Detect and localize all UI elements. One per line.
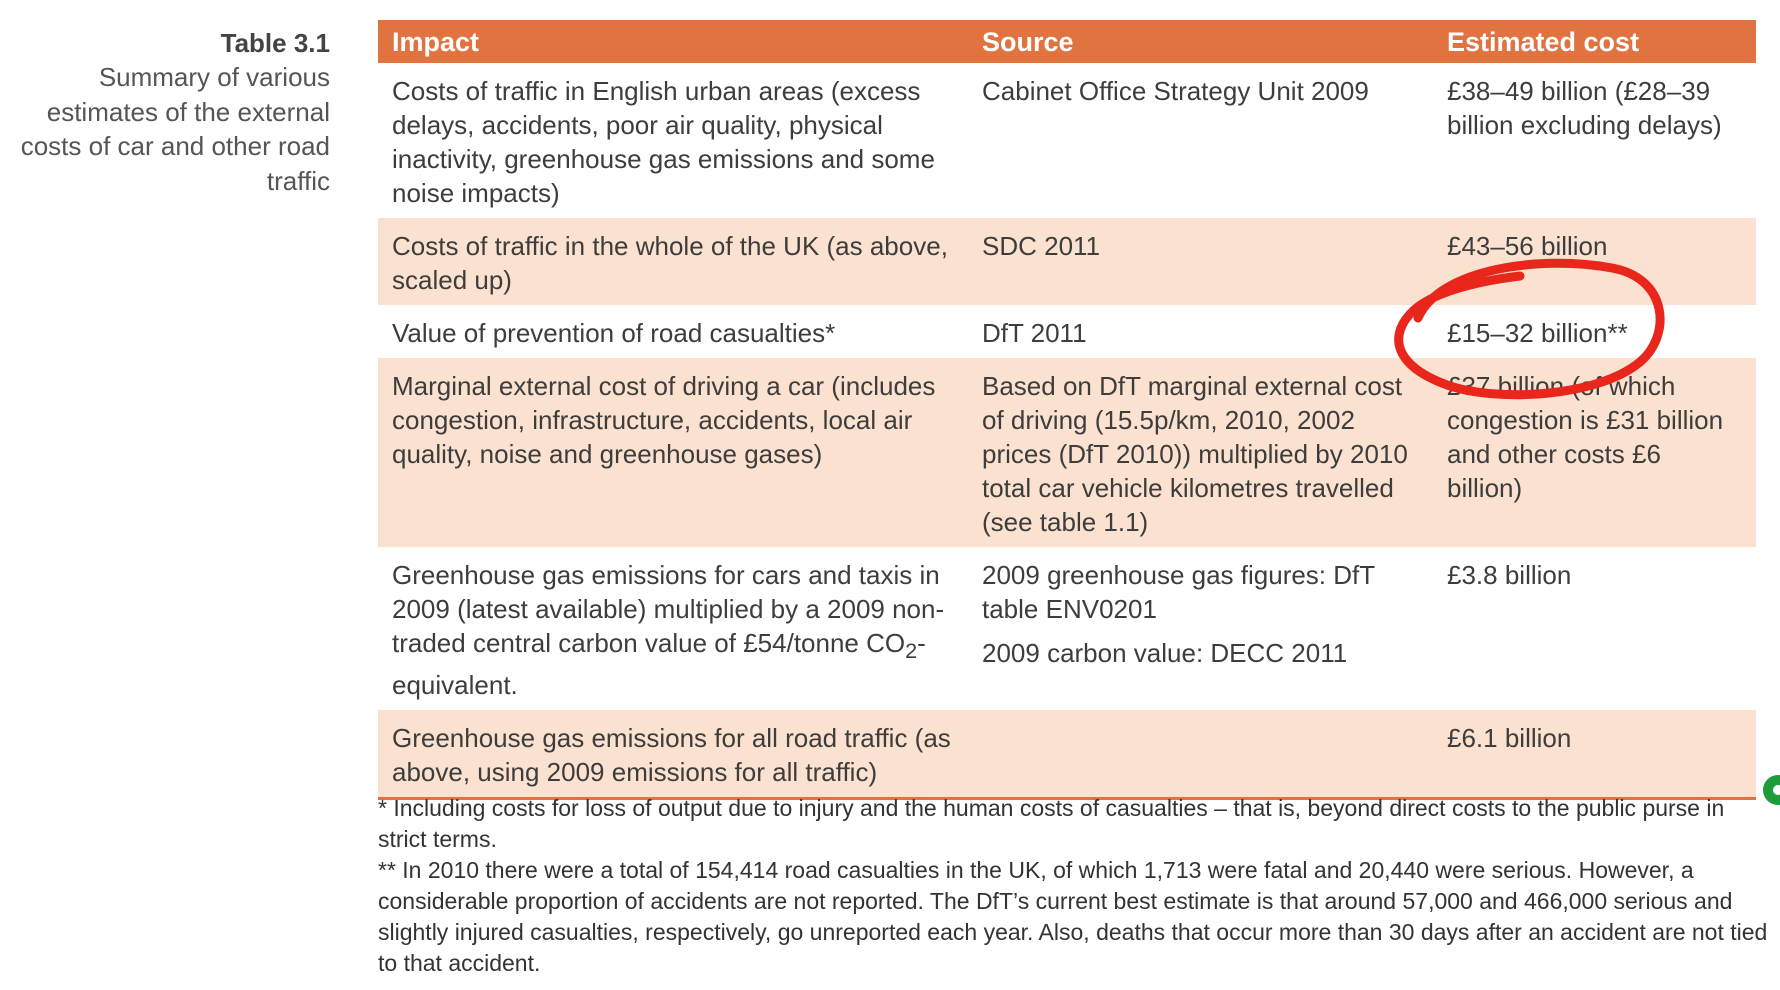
cost-cell: £37 billion (of which congestion is £31 billion and other costs £6 billion) xyxy=(1433,358,1756,547)
table-row xyxy=(378,358,1756,547)
source-cell xyxy=(968,710,1433,799)
table-header-row xyxy=(378,20,1756,63)
impact-cell: Marginal external cost of driving a car (includes congestion, infrastructure, accidents, local air quality, noise and greenhouse gases) xyxy=(378,358,968,547)
cost-cell-highlighted: £15–32 billion** xyxy=(1447,318,1628,348)
table-row xyxy=(378,547,1756,710)
footnotes xyxy=(378,793,1768,979)
impact-text: Greenhouse gas emissions for cars and taxis in 2009 (latest available) multiplied by a 2009 non-traded central carbon value of £54/tonne CO xyxy=(392,560,945,658)
table-caption-text: Summary of various estimates of the external costs of car and other road traffic xyxy=(20,62,330,196)
subscript-text: 2 xyxy=(905,638,918,664)
source-cell xyxy=(968,63,1433,218)
footnote-1: * Including costs for loss of output due to injury and the human costs of casualties – that is, beyond direct costs to the public purse in strict terms. xyxy=(378,795,1725,852)
source-line: 2009 greenhouse gas figures: DfT table ENV0201 xyxy=(982,560,1375,624)
footnote-2: ** In 2010 there were a total of 154,414 road casualties in the UK, of which 1,713 were fatal and 20,440 were serious. However, a considerable proportion of accidents are not reported. The DfT’s current best estimate is that around 57,000 and 466,000 serious and slightly injured casualties, respectively, go unreported each year. Also, deaths that occur more than 30 days after an accident are not tied to that accident. xyxy=(378,857,1768,976)
source-cell xyxy=(968,358,1433,547)
source-line: DfT 2011 xyxy=(982,318,1087,348)
header-impact: Impact xyxy=(378,20,968,63)
header-source: Source xyxy=(968,20,1433,63)
source-line: Cabinet Office Strategy Unit 2009 xyxy=(982,76,1369,106)
impact-cell: Greenhouse gas emissions for all road traffic (as above, using 2009 emissions for all traffic) xyxy=(378,710,968,799)
table-row xyxy=(378,305,1756,358)
header-estimated-cost: Estimated cost xyxy=(1433,20,1756,63)
source-line: 2009 carbon value: DECC 2011 xyxy=(982,638,1348,668)
table-label: Table 3.1 xyxy=(220,28,330,58)
source-cell xyxy=(968,547,1433,710)
source-line: Based on DfT marginal external cost of driving (15.5p/km, 2010, 2002 prices (DfT 2010)) multiplied by 2010 total car vehicle kilometres travelled (see table 1.1) xyxy=(982,371,1408,537)
table-row xyxy=(378,63,1756,218)
table-row xyxy=(378,710,1756,799)
cost-cell: £43–56 billion xyxy=(1433,218,1756,305)
source-cell xyxy=(968,218,1433,305)
impact-text-continued: -equivalent. xyxy=(392,628,926,701)
cost-cell: £3.8 billion xyxy=(1447,560,1572,590)
source-line: SDC 2011 xyxy=(982,231,1101,261)
impact-cell xyxy=(378,547,968,710)
source-cell xyxy=(968,305,1433,358)
cost-estimates-table xyxy=(378,20,1756,800)
table-caption xyxy=(0,26,330,198)
cost-cell: £6.1 billion xyxy=(1433,710,1756,799)
impact-cell: Value of prevention of road casualties* xyxy=(392,318,836,348)
impact-cell: Costs of traffic in English urban areas (excess delays, accidents, poor air quality, physical inactivity, greenhouse gas emissions and some noise impacts) xyxy=(392,76,935,208)
table-row xyxy=(378,218,1756,305)
cost-cell: £38–49 billion (£28–39 billion excluding delays) xyxy=(1447,76,1722,140)
impact-cell: Costs of traffic in the whole of the UK (as above, scaled up) xyxy=(378,218,968,305)
